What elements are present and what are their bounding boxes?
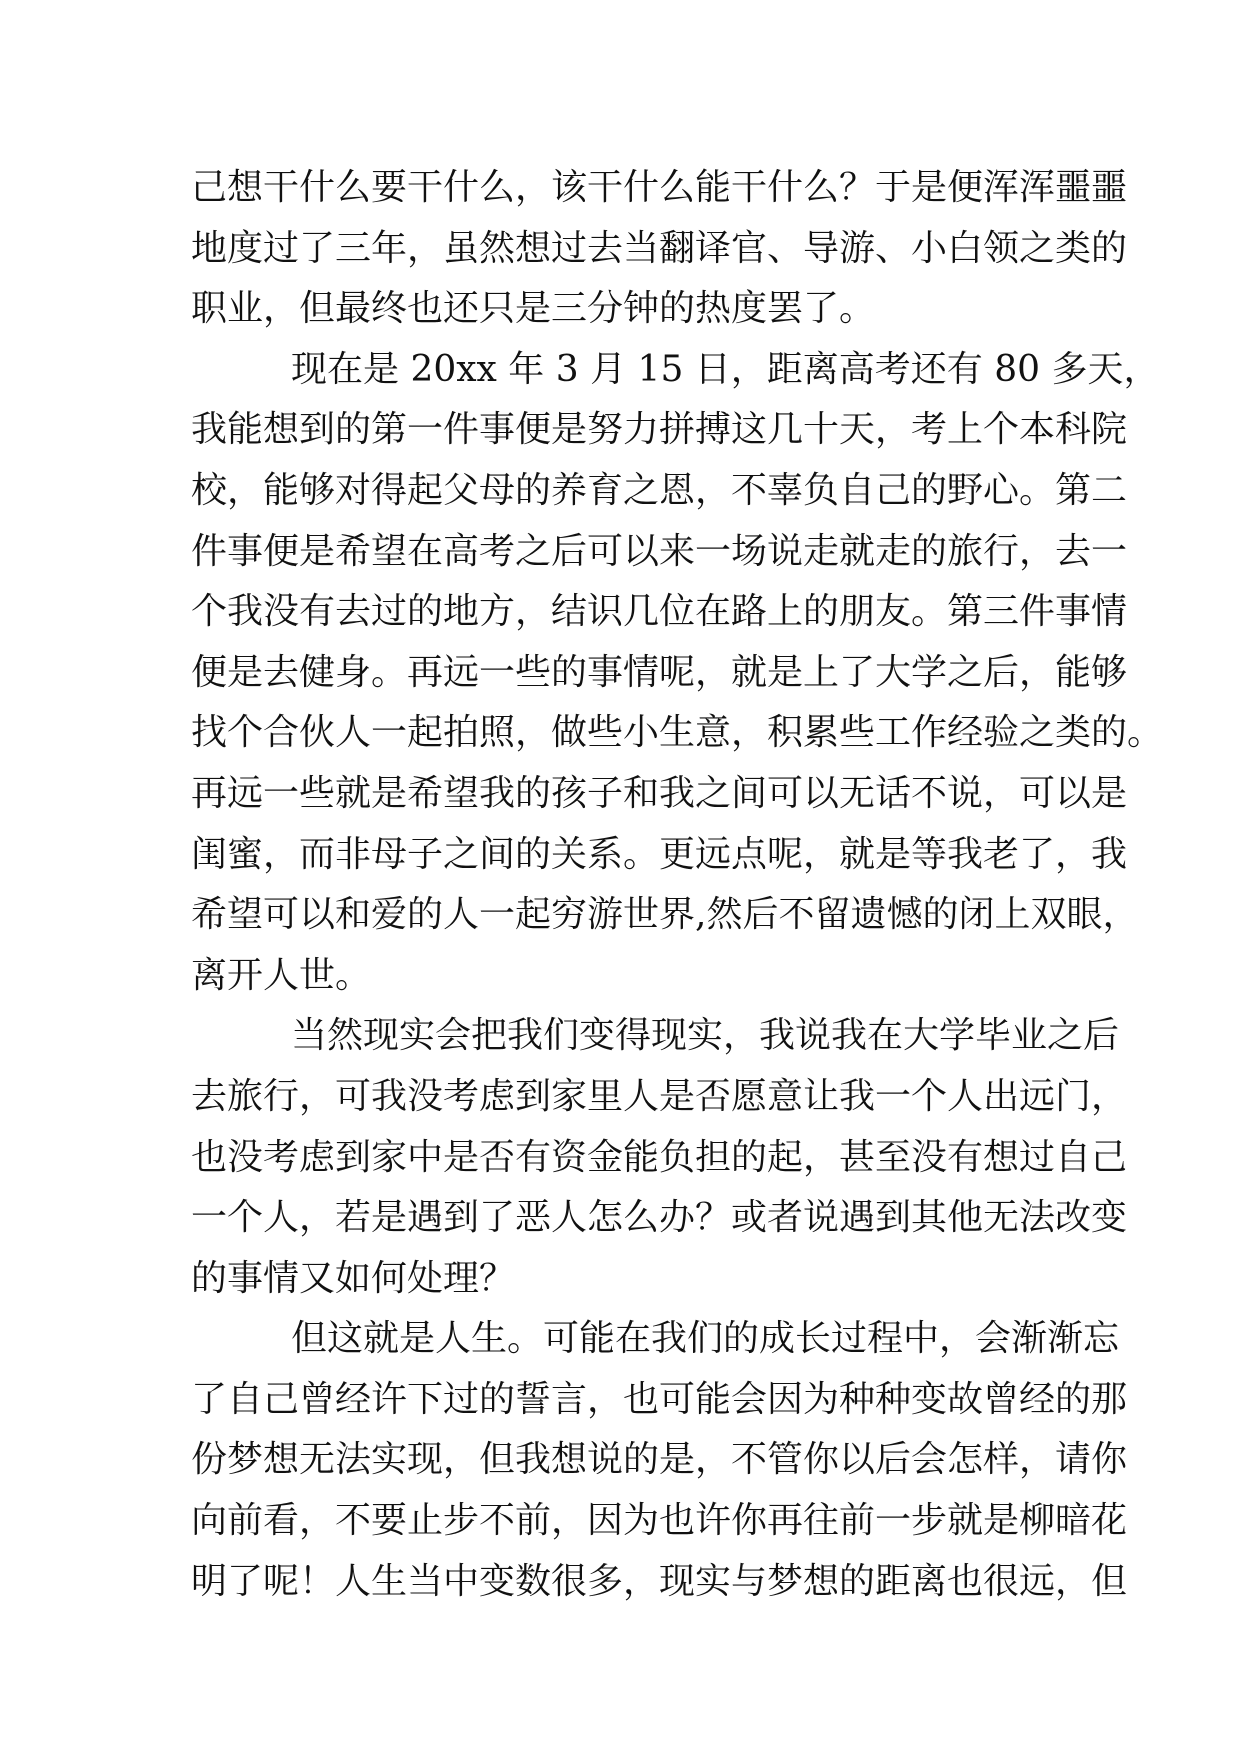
- text-line: 我能想到的第一件事便是努力拼搏这几十天，考上个本科院: [191, 409, 1128, 451]
- paragraph-start-line: 现在是 20xx 年 3 月 15 日，距离高考还有 80 多天，: [291, 348, 1160, 390]
- text-line: 便是去健身。再远一些的事情呢，就是上了大学之后，能够: [191, 651, 1128, 693]
- text-line: 去旅行，可我没考虑到家里人是否愿意让我一个人出远门，: [191, 1075, 1128, 1117]
- text-line: 也没考虑到家中是否有资金能负担的起，甚至没有想过自己: [191, 1136, 1128, 1178]
- text-line: 闺蜜，而非母子之间的关系。更远点呢，就是等我老了，我: [191, 833, 1128, 875]
- text-line: 希望可以和爱的人一起穷游世界,然后不留遗憾的闭上双眼，: [191, 894, 1139, 936]
- paragraph-start-line: 当然现实会把我们变得现实，我说我在大学毕业之后: [291, 1015, 1120, 1057]
- paragraph-start-line: 但这就是人生。可能在我们的成长过程中，会渐渐忘: [291, 1318, 1120, 1360]
- text-line: 明了呢！人生当中变数很多，现实与梦想的距离也很远，但: [191, 1560, 1128, 1602]
- text-line: 找个合伙人一起拍照，做些小生意，积累些工作经验之类的。: [191, 712, 1164, 754]
- body-text: [191, 158, 1164, 1612]
- text-line: 再远一些就是希望我的孩子和我之间可以无话不说，可以是: [191, 772, 1128, 814]
- text-line: 个我没有去过的地方，结识几位在路上的朋友。第三件事情: [191, 591, 1128, 633]
- text-line: 向前看，不要止步不前，因为也许你再往前一步就是柳暗花: [191, 1500, 1128, 1542]
- paragraph-end-line: 职业，但最终也还只是三分钟的热度罢了。: [191, 288, 876, 330]
- paragraph-end-line: 离开人世。: [191, 954, 372, 996]
- text-line: 件事便是希望在高考之后可以来一场说走就走的旅行，去一: [191, 530, 1128, 572]
- text-line: 己想干什么要干什么，该干什么能干什么？于是便浑浑噩噩: [191, 167, 1128, 208]
- paragraph-end-line: 的事情又如何处理？: [191, 1257, 516, 1299]
- text-line: 一个人，若是遇到了恶人怎么办？或者说遇到其他无法改变: [191, 1197, 1128, 1239]
- text-line: 了自己曾经许下过的誓言，也可能会因为种种变故曾经的那: [191, 1378, 1128, 1420]
- text-line: 份梦想无法实现，但我想说的是，不管你以后会怎样，请你: [191, 1439, 1128, 1481]
- text-line: 校，能够对得起父母的养育之恩，不辜负自己的野心。第二: [191, 469, 1128, 511]
- text-line: 地度过了三年，虽然想过去当翻译官、导游、小白领之类的: [191, 227, 1128, 269]
